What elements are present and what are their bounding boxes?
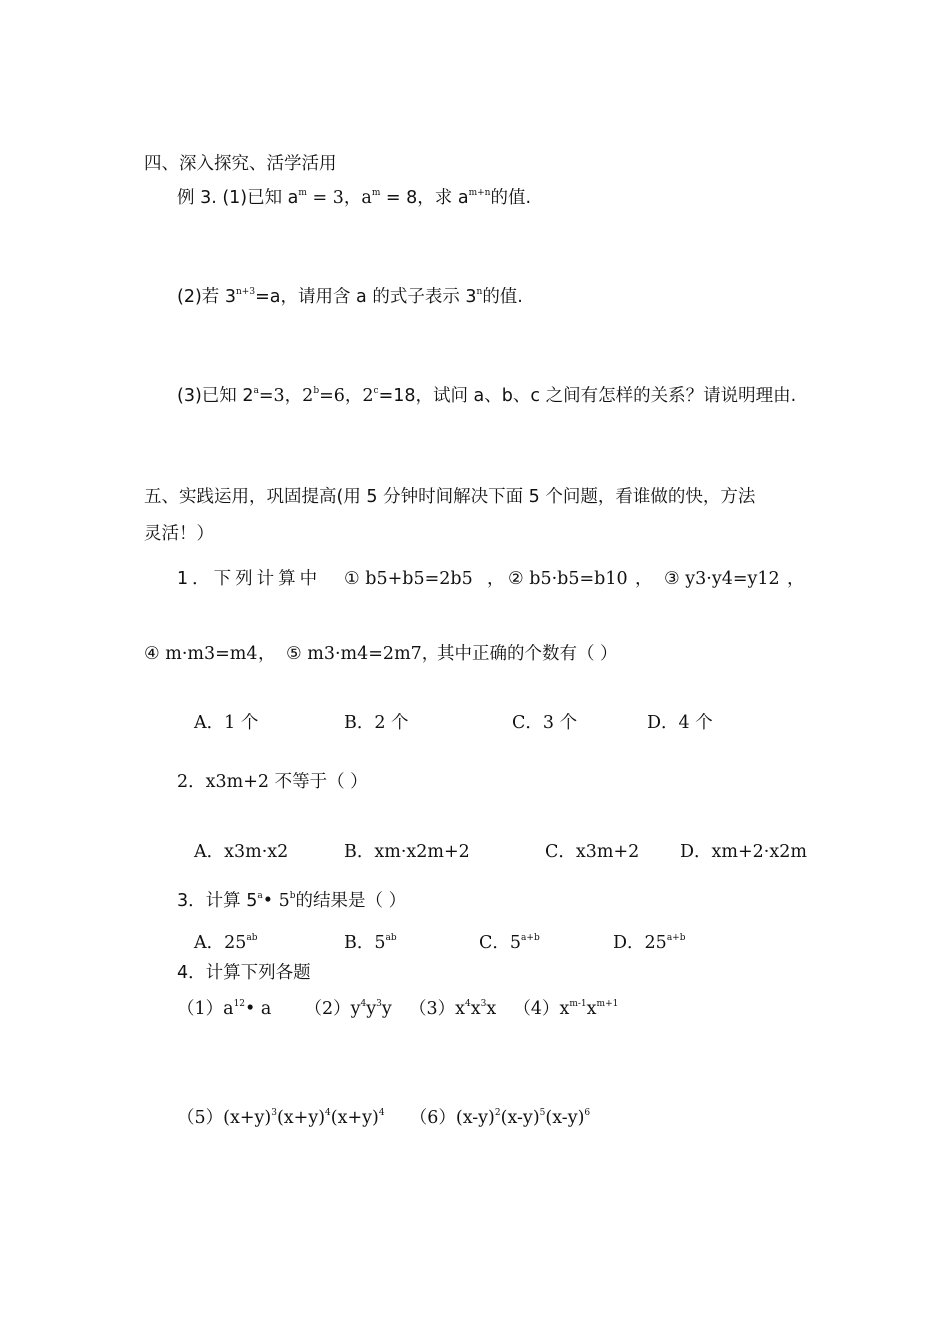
q1-item-3: ③ y3·y4=y12 bbox=[664, 569, 780, 589]
q3-option-b: B．$5^{ab}$ bbox=[344, 933, 397, 953]
q4-part-2: $(2)y^4y^3y$ bbox=[304, 999, 392, 1019]
q2-option-c: C．x3m+2 bbox=[545, 842, 640, 862]
q3-option-d: D．$25^{a+b}$ bbox=[613, 933, 686, 953]
q1-separator: ， bbox=[487, 569, 505, 589]
q1-item-1: ① b5+b5=2b5 bbox=[344, 569, 473, 589]
q4-row-1 bbox=[177, 1001, 618, 1019]
q4-row-2 bbox=[177, 1110, 590, 1128]
q2-option-a: A．x3m·x2 bbox=[194, 842, 289, 862]
q1-item-2: ② b5·b5=b10 bbox=[508, 569, 628, 589]
section-5-heading-cont: 灵活！） bbox=[144, 524, 214, 544]
q1-option-c: C．3 个 bbox=[512, 713, 578, 733]
q4-part-4: $(4)x^{m-1}x^{m+1}$ bbox=[513, 999, 619, 1019]
example-3-part-3: (3)已知 $2^a=3$，$2^b=6$，$2^c=18$，试问 a、b、c 之间有怎样的关系？请说明理由. bbox=[177, 386, 797, 406]
q1-separator: ， bbox=[635, 569, 653, 589]
q1-option-b: B．2 个 bbox=[344, 713, 409, 733]
section-4-heading: 四、深入探究、活学活用 bbox=[144, 154, 337, 174]
question-3-stem: 3．计算 5$^a$• 5$^b$的结果是（ ） bbox=[177, 891, 407, 911]
q1-option-a: A．1 个 bbox=[194, 713, 259, 733]
q4-part-3: $(3)x^4x^3x$ bbox=[408, 999, 497, 1019]
q1-separator: ， bbox=[787, 569, 805, 589]
q3-option-a: A．$25^{ab}$ bbox=[194, 933, 258, 953]
q1-item-5: ⑤ m3·m4=2m7， bbox=[286, 644, 440, 664]
q1-item-4: ④ m·m3=m4 bbox=[144, 644, 258, 664]
question-2-stem: 2．x3m+2 不等于（ ） bbox=[177, 772, 368, 792]
q4-part-5: $(5)(x+y)^3(x+y)^4(x+y)^4$ bbox=[177, 1108, 385, 1128]
example-3-part-1: 例 3. (1)已知 $a^m = 3$，$a^m = 8$，求 $a^{m+n}$的值. bbox=[177, 188, 532, 208]
question-4-stem: 4．计算下列各题 bbox=[177, 963, 311, 983]
q1-separator: ， bbox=[258, 644, 276, 664]
q1-stem-end: 其中正确的个数有（ ） bbox=[437, 644, 618, 664]
example-3-part-2: (2)若 $3^{n+3}=a$，请用含 a 的式子表示 3$^n$的值. bbox=[177, 287, 523, 307]
q4-part-6: $(6)(x-y)^2(x-y)^5(x-y)^6$ bbox=[409, 1108, 591, 1128]
q2-option-b: B．xm·x2m+2 bbox=[344, 842, 470, 862]
q3-option-c: C．$5^{a+b}$ bbox=[479, 933, 540, 953]
section-5-heading: 五、实践运用，巩固提高(用 5 分钟时间解决下面 5 个问题，看谁做的快，方法 bbox=[144, 487, 756, 507]
question-1-stem: 1．下列计算中 bbox=[177, 569, 322, 589]
q1-option-d: D．4 个 bbox=[647, 713, 713, 733]
q2-option-d: D．xm+2·x2m bbox=[680, 842, 807, 862]
q4-part-1: $(1)a^{12}•$ a bbox=[177, 999, 272, 1019]
